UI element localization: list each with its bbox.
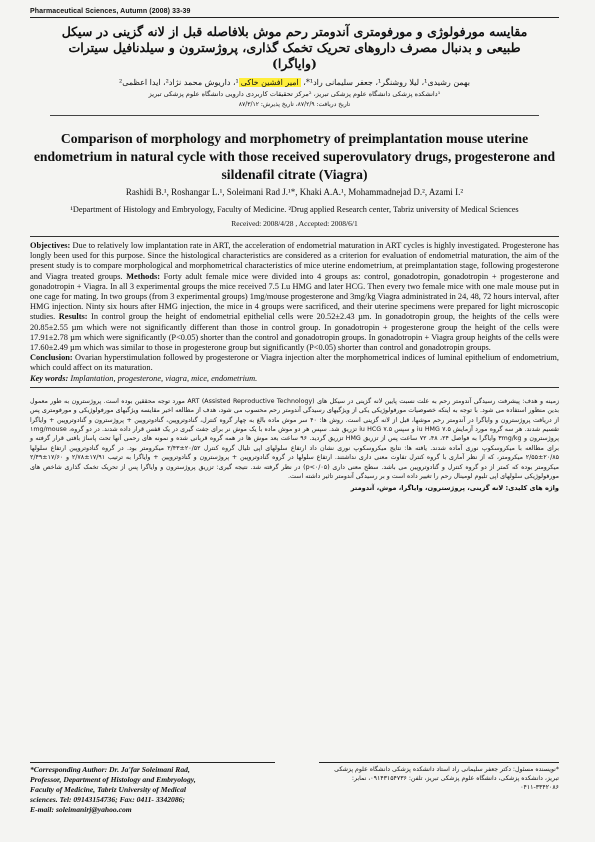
footer-line: Professor, Department of Histology and Embryology, [30, 775, 196, 784]
methods-text: Forty adult female mice were divided into 4 groups as: control, gonadotropin, gonadotropin + progesterone and gonadotropin + Viagra. In all 3 experimental groups the mice received 7.5 I.u HMG and later HCG. Then every two female mice with one male mouse put in one cage for mating. In two groups (from 3 experimental groups) 1mg/mouse progesterone and 3mg/kg Viagra administrated in 24, 48, 72 hours interval, after HMG injection. Ninty six hours after HMG injection, the mice in 4 groups were sacrificed, and their uterine specimens were prepared for light microscopic studies. [30, 271, 559, 322]
divider [50, 115, 539, 116]
conclusion-text: Ovarian hyperstimulation followed by progesterone or Viagra injection alter the morphometrical indices of luminal epithelium of endometrium, which could affect on its maturation. [30, 353, 559, 373]
english-affiliation: ¹Department of Histology and Embryology, Faculty of Medicine. ²Drug applied Research center, Tabriz university of Medical Sciences [70, 205, 519, 214]
footer-line: Faculty of Medicine, Tabriz University of Medical [30, 785, 187, 794]
header-rule [30, 17, 559, 18]
keywords-text: Implantation, progesterone, viagra, mice, endometrium. [68, 373, 258, 383]
footer-email: E-mail: soleimanirj@yahoo.com [30, 805, 132, 814]
conclusion-label: Conclusion: [30, 353, 73, 363]
highlighted-author: امیر افشین خاکی [240, 78, 299, 87]
english-authors: Rashidi B.¹, Roshangar L.¹, Soleimani Rad J.¹*, Khaki A.A.¹, Mohammadnejad D.², Azami I.² [125, 187, 464, 197]
persian-title: مقایسه مورفولوژی و مورفومتری آندومتر رحم موش بلافاصله قبل از لانه گزینی در سیکل طبیعی و بدنبال مصرف داروهای تحریک تخمک گذاری، پروژسترون و سیلدنافیل سیترات (وایاگرا) [61, 24, 528, 71]
persian-dates: تاریخ دریافت: ۸۷/۲/۹، تاریخ پذیرش: ۸۷/۳/۱۲ [238, 101, 351, 108]
results-text: In control group the height of endometrial epithelial cells were 20.52±2.43 µm. In gonadotropin group, the heights of the cells were 20.85±2.55 µm which were not significantly different than those in control group. In gonadotropin + progesterone group the height of the cells were 17.91±2.78 µm which were significantly (P<0.05) shorter than the control and gonadotropin groups. In gonadotropin + Viagra group heights of the cells were 17.60±2.49 µm which was similar to those in progesterone group but significantly (P<0.05) shorter than control and gonadotropin groups. [30, 312, 559, 353]
english-dates: Received: 2008/4/28 , Accepted: 2008/6/1 [231, 219, 358, 228]
footer-line: *Corresponding Author: Dr. Ja'far Soleimani Rad, [30, 765, 190, 774]
journal-header: Pharmaceutical Sciences, Autumn (2008) 33-39 [30, 8, 191, 15]
keywords-label: Key words: [30, 373, 69, 383]
corresponding-author-fa: *نویسنده مسئول: دکتر جعفر سلیمانی راد استاد دانشکده پزشکی دانشگاه علوم پزشکی تبریز، دانشکده پزشکی، دانشگاه علوم پزشکی تبریز، تلفن: ۰۹۱۴۳۱۵۴۷۳۶، نمابر: ۳۳۴۲۰۸۶-۰۴۱۱ [319, 762, 559, 815]
persian-abstract: زمینه و هدف: پیشرفت رسیدگی آندومتر رحم به علت نسبت پایین لانه گزینی در سیکل های ART (Assisted Reproductive Technology) مورد توجه محققین بوده است. پروژسترون به طور معمول بدین منظور استفاده می شود. با توجه به اینکه خصوصیات مورفولوژیکی یکی از ویژگیهای رسیدگی آندومتر رحم محسوب می شود، هدف از مطالعه اخیر مقایسه ویژگیهای مورفولوژیکی و مورفومتری پس از دریافت پروژسترون و وایاگرا در آندومتر رحم موشها، قبل از لانه گزینی است. روش ها: ۴۰ سر موش ماده بالغ به چهار گروه کنترل، گنادوتروپین، گنادوتروپین + پروژسترون و گنادوتروپین + وایاگرا تقسیم شدند. هر سه گروه مورد آزمایش ۷.۵ iu HMG و سپس ۷.۵ iu HCG تزریق شد. سپس هر دو موش ماده با یک موش نر برای جفت گیری در یک قفس قرار داده شدند. در دو گروه، ۱mg/mouse پروژسترون و ۳mg/kg وایاگرا به فواصل ۲۴، ۴۸، ۷۲ ساعت پس از تزریق HMG تزریق گردید. ۹۶ ساعت بعد موش ها در همه گروه قربانی شده و نمونه های رحمی آنها تحت پاساژ بافتی قرار گرفته و برای مطالعه با میکروسکوپ نوری آماده شدند. یافته ها: نتایج میکروسکوپ نوری نشان داد ارتفاع سلولهای اپی تلیال گروه کنترل ۲۰/۵۲±۲/۴۳ میکرومتر بود. در گروه گنادوتروپین ارتفاع سلولها ۲۰/۸۵±۲/۵۵ میکرومتر، که از نظر آماری با گروه کنترل تفاوت معنی داری نداشتند. ارتفاع سلولها در گروه گنادوتروپین + پروژسترون و گنادوتروپین + وایاگرا به ترتیب ۱۷/۹۱±۲/۷۸ و ۱۷/۶۰±۲/۴۹ میکرومتر بوده که کمتر از دو گروه کنترل و گنادوتروپین می باشد. سطح معنی داری (p<۰/۰۵) در نظر گرفته شد. نتیجه گیری: تزریق پروژسترون و وایاگرا پس از تحریک تخمک گذاری شاخص های مورفولوژیکی سلولهای اپی تلیوم لومینال رحم را تغییر داده است و بر رسیدگی آندومتر تاثیر داشته است. [30, 397, 559, 481]
results-label: Results: [58, 312, 88, 322]
objectives-label: Objectives: [30, 241, 71, 250]
english-title: Comparison of morphology and morphometry of preimplantation mouse uterine endometrium in natural cycle with those received superovulatory drugs, progesterone and sildenafil citrate (Viagra) [33, 131, 556, 182]
english-abstract [30, 236, 559, 388]
footer-line: sciences. Tel: 09143154736; Fax: 0411- 3342086; [30, 795, 185, 804]
corresponding-author-en [30, 762, 275, 815]
persian-authors [30, 78, 559, 87]
objectives-text: Due to relatively low implantation rate in ART, the acceleration of endometrial maturation in ART cycles is highly investigated. Progesterone has longly been used for this purpose. Since the histological characteristics are considered as a criterion for evaluation of endometrial maturation, the aim of the present study is to compare morphological and morphometrical characteristics of mice uterine endometrium, at preimplantation stage, following progesterone and Viagra treated groups. [30, 241, 559, 281]
persian-authors-post: ¹، داریوش محمد نژاد²، ایدا اعظمی² [119, 78, 239, 87]
methods-label: Methods: [126, 271, 161, 281]
persian-keywords: واژه های کلیدی: لانه گزینی، پروژسترون، وایاگرا، موش، آندومتر [350, 483, 559, 492]
persian-affiliation: ¹دانشکده پزشکی دانشگاه علوم پزشکی تبریز، ²مرکز تحقیقات کاربردی دارویی دانشگاه علوم پزشکی تبریز [148, 90, 441, 98]
persian-authors-pre: بهمن رشیدی¹، لیلا روشنگر¹، جعفر سلیمانی راد¹*، [300, 78, 470, 87]
footer [30, 762, 559, 815]
